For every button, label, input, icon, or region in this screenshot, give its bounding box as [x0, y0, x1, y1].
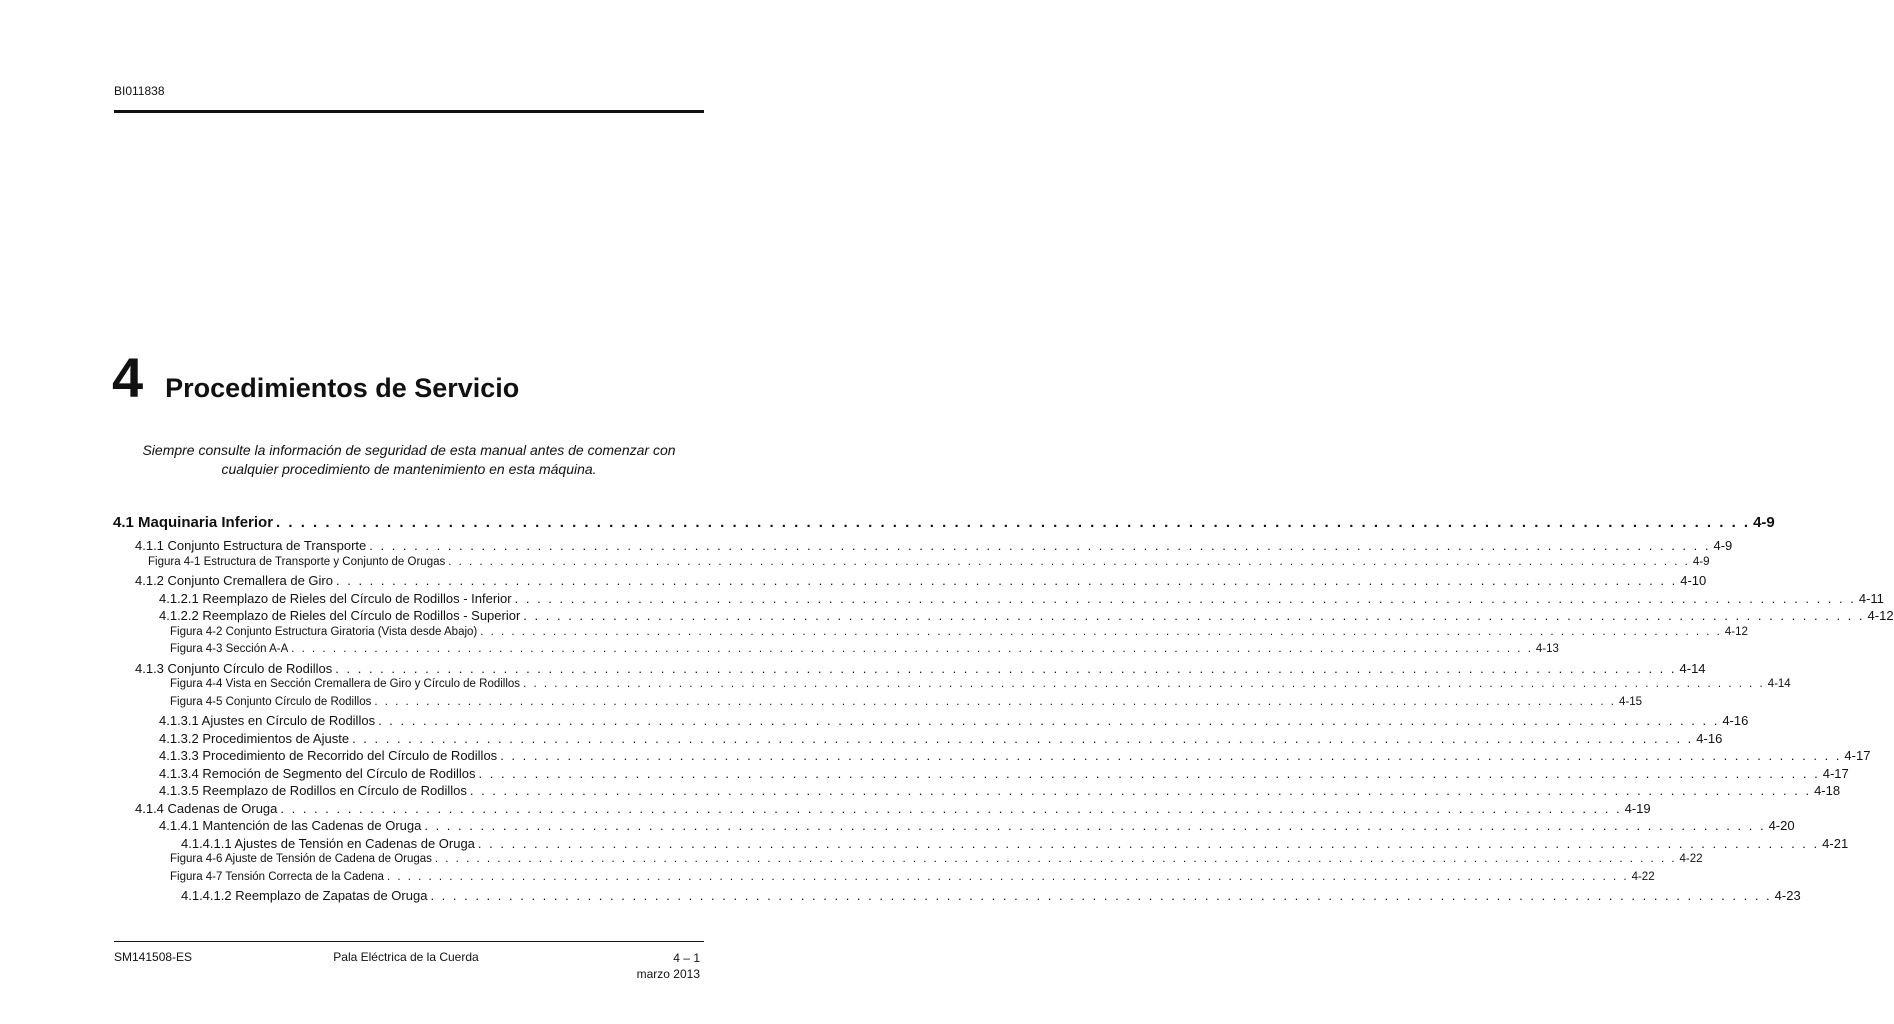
toc-entry[interactable]	[0, 555, 1710, 574]
toc-leader-dots: . . . . . . . . . . . . . . . . . . . . . . . . . . . . . . . . . . . . . . . . . . . . . . . . . . . . . . . . . . . . . . . . . . . . . . . . . . . . . . . . . . . . . . . . . . . . . . . . . . . . . . . . . . . . . . . . . . . . . . . .	[523, 678, 1765, 690]
toc-entry[interactable]	[0, 608, 1894, 626]
header-divider	[114, 110, 704, 113]
toc-entry-title: 4.1.2.2 Reemplazo de Rieles del Círculo de Rodillos - Superior	[159, 608, 521, 623]
toc-entry[interactable]	[0, 853, 1703, 871]
toc-entry[interactable]	[0, 695, 1643, 714]
toc-leader-dots: . . . . . . . . . . . . . . . . . . . . . . . . . . . . . . . . . . . . . . . . . . . . . . . . . . . . . . . . . . . . . . . . . . . . . . . . . . . . . . . . . . . . . . . . . . . . . . . . . . . . . . . . . . . . . . . . . . . . . . . .	[276, 514, 1751, 531]
toc-entry[interactable]	[0, 573, 1707, 591]
toc-leader-dots: . . . . . . . . . . . . . . . . . . . . . . . . . . . . . . . . . . . . . . . . . . . . . . . . . . . . . . . . . . . . . . . . . . . . . . . . . . . . . . . . . . . . . . . . . . . . . . . . . . . . . . . . . . . . . . . . . . . . . . . .	[336, 573, 1678, 588]
toc-entry-page: 4-22	[1679, 853, 1703, 865]
toc-entry-page: 4-19	[1624, 800, 1651, 816]
toc-entry-page: 4-12	[1867, 608, 1894, 623]
toc-entry[interactable]	[0, 514, 1775, 538]
footer-page-info	[637, 950, 700, 982]
document-id: BI011838	[114, 84, 165, 98]
toc-leader-dots: . . . . . . . . . . . . . . . . . . . . . . . . . . . . . . . . . . . . . . . . . . . . . . . . . . . . . . . . . . . . . . . . . . . . . . . . . . . . . . . . . . . . . . . . . . . . . . . . . . . . . . . . . . . . . . . . . . . . . . . .	[369, 538, 1711, 553]
toc-entry-page: 4-15	[1618, 695, 1643, 708]
toc-entry-page: 4-10	[1680, 573, 1707, 588]
footer-divider	[114, 941, 704, 942]
toc-entry-page: 4-17	[1844, 748, 1871, 763]
footer-manual-code: SM141508-ES	[114, 950, 193, 964]
toc-entry[interactable]	[0, 625, 1748, 644]
toc-entry-page: 4-18	[1814, 783, 1841, 798]
toc-entry-page: 4-23	[1774, 888, 1801, 903]
toc-entry-page: 4-17	[1822, 765, 1849, 781]
toc-entry-title: 4.1.4.1.1 Ajustes de Tensión en Cadenas de Oruga	[181, 835, 475, 851]
toc-leader-dots: . . . . . . . . . . . . . . . . . . . . . . . . . . . . . . . . . . . . . . . . . . . . . . . . . . . . . . . . . . . . . . . . . . . . . . . . . . . . . . . . . . . . . . . . . . . . . . . . . . . . . . . . . . . . . . . . . . . . . . . .	[500, 748, 1842, 763]
chapter-heading	[112, 346, 520, 409]
chapter-title: Procedimientos de Servicio	[165, 373, 520, 403]
toc-leader-dots: . . . . . . . . . . . . . . . . . . . . . . . . . . . . . . . . . . . . . . . . . . . . . . . . . . . . . . . . . . . . . . . . . . . . . . . . . . . . . . . . . . . . . . . . . . . . . . . . . . . . . . . . . . . . . . . . . . . . . . . .	[291, 643, 1533, 655]
toc-entry[interactable]	[0, 590, 1884, 609]
toc-leader-dots: . . . . . . . . . . . . . . . . . . . . . . . . . . . . . . . . . . . . . . . . . . . . . . . . . . . . . . . . . . . . . . . . . . . . . . . . . . . . . . . . . . . . . . . . . . . . . . . . . . . . . . . . . . . . . . . . . . . . . . . .	[280, 800, 1622, 816]
toc-entry-title: Figura 4-3 Sección A-A	[170, 643, 289, 655]
toc-entry[interactable]	[0, 713, 1749, 731]
toc-entry-title: 4.1.4.1.2 Reemplazo de Zapatas de Oruga	[181, 888, 428, 903]
toc-entry-title: 4.1.3.3 Procedimiento de Recorrido del Círculo de Rodillos	[159, 748, 498, 763]
toc-leader-dots: . . . . . . . . . . . . . . . . . . . . . . . . . . . . . . . . . . . . . . . . . . . . . . . . . . . . . . . . . . . . . . . . . . . . . . . . . . . . . . . . . . . . . . . . . . . . . . . . . . . . . . . . . . . . . . . . . . . . . . . .	[477, 835, 1820, 851]
toc-entry-title: 4.1 Maquinaria Inferior	[113, 514, 274, 531]
toc-entry-page: 4-11	[1858, 590, 1884, 606]
toc-entry-title: 4.1.3.5 Reemplazo de Rodillos en Círculo de Rodillos	[159, 783, 467, 798]
toc-entry[interactable]	[0, 783, 1841, 801]
toc-leader-dots: . . . . . . . . . . . . . . . . . . . . . . . . . . . . . . . . . . . . . . . . . . . . . . . . . . . . . . . . . . . . . . . . . . . . . . . . . . . . . . . . . . . . . . . . . . . . . . . . . . . . . . . . . . . . . . . . . . . . . . . .	[480, 625, 1722, 638]
toc-leader-dots: . . . . . . . . . . . . . . . . . . . . . . . . . . . . . . . . . . . . . . . . . . . . . . . . . . . . . . . . . . . . . . . . . . . . . . . . . . . . . . . . . . . . . . . . . . . . . . . . . . . . . . . . . . . . . . . . . . . . . . . .	[352, 730, 1694, 746]
toc-entry-title: Figura 4-7 Tensión Correcta de la Cadena	[170, 870, 384, 883]
toc-entry-page: 4-9	[1713, 538, 1733, 553]
toc-entry-page: 4-20	[1768, 818, 1795, 833]
table-of-contents	[0, 514, 1894, 906]
toc-entry[interactable]	[0, 643, 1559, 661]
toc-entry-title: 4.1.3.2 Procedimientos de Ajuste	[159, 730, 350, 746]
toc-leader-dots: . . . . . . . . . . . . . . . . . . . . . . . . . . . . . . . . . . . . . . . . . . . . . . . . . . . . . . . . . . . . . . . . . . . . . . . . . . . . . . . . . . . . . . . . . . . . . . . . . . . . . . . . . . . . . . . . . . . . . . . .	[424, 818, 1766, 833]
toc-entry[interactable]	[0, 818, 1795, 836]
toc-entry-title: 4.1.3.1 Ajustes en Círculo de Rodillos	[159, 713, 376, 728]
toc-entry-title: 4.1.2 Conjunto Cremallera de Giro	[135, 573, 333, 588]
toc-entry-title: 4.1.3.4 Remoción de Segmento del Círculo de Rodillos	[159, 765, 476, 781]
toc-entry-title: Figura 4-4 Vista en Sección Cremallera de Giro y Círculo de Rodillos	[170, 678, 521, 690]
toc-entry-title: Figura 4-5 Conjunto Círculo de Rodillos	[170, 695, 372, 708]
toc-entry-page: 4-14	[1767, 678, 1791, 690]
footer-title: Pala Eléctrica de la Cuerda	[333, 950, 479, 964]
toc-entry-title: 4.1.4.1 Mantención de las Cadenas de Oruga	[159, 818, 422, 833]
toc-entry[interactable]	[0, 888, 1801, 906]
toc-entry-page: 4-12	[1724, 625, 1748, 638]
toc-entry-title: 4.1.1 Conjunto Estructura de Transporte	[135, 538, 367, 553]
toc-leader-dots: . . . . . . . . . . . . . . . . . . . . . . . . . . . . . . . . . . . . . . . . . . . . . . . . . . . . . . . . . . . . . . . . . . . . . . . . . . . . . . . . . . . . . . . . . . . . . . . . . . . . . . . . . . . . . . . . . . . . . . . .	[378, 713, 1720, 728]
toc-leader-dots: . . . . . . . . . . . . . . . . . . . . . . . . . . . . . . . . . . . . . . . . . . . . . . . . . . . . . . . . . . . . . . . . . . . . . . . . . . . . . . . . . . . . . . . . . . . . . . . . . . . . . . . . . . . . . . . . . . . . . . . .	[430, 888, 1772, 903]
toc-leader-dots: . . . . . . . . . . . . . . . . . . . . . . . . . . . . . . . . . . . . . . . . . . . . . . . . . . . . . . . . . . . . . . . . . . . . . . . . . . . . . . . . . . . . . . . . . . . . . . . . . . . . . . . . . . . . . . . . . . . . . . . .	[434, 853, 1677, 865]
toc-entry[interactable]	[0, 730, 1723, 749]
toc-leader-dots: . . . . . . . . . . . . . . . . . . . . . . . . . . . . . . . . . . . . . . . . . . . . . . . . . . . . . . . . . . . . . . . . . . . . . . . . . . . . . . . . . . . . . . . . . . . . . . . . . . . . . . . . . . . . . . . . . . . . . . . .	[448, 555, 1690, 568]
toc-entry[interactable]	[0, 660, 1706, 679]
toc-entry-page: 4-16	[1696, 730, 1723, 746]
chapter-intro: Siempre consulte la información de seguridad de esta manual antes de comenzar con cualquier procedimiento de mantenimiento en esta máquina.	[142, 442, 676, 477]
toc-entry-title: Figura 4-6 Ajuste de Tensión de Cadena de Orugas	[170, 853, 432, 865]
toc-entry-title: 4.1.3 Conjunto Círculo de Rodillos	[135, 660, 333, 676]
toc-entry[interactable]	[0, 870, 1655, 889]
toc-leader-dots: . . . . . . . . . . . . . . . . . . . . . . . . . . . . . . . . . . . . . . . . . . . . . . . . . . . . . . . . . . . . . . . . . . . . . . . . . . . . . . . . . . . . . . . . . . . . . . . . . . . . . . . . . . . . . . . . . . . . . . . .	[386, 870, 1629, 883]
toc-entry-page: 4-16	[1722, 713, 1749, 728]
toc-entry[interactable]	[0, 765, 1849, 784]
toc-leader-dots: . . . . . . . . . . . . . . . . . . . . . . . . . . . . . . . . . . . . . . . . . . . . . . . . . . . . . . . . . . . . . . . . . . . . . . . . . . . . . . . . . . . . . . . . . . . . . . . . . . . . . . . . . . . . . . . . . . . . . . . .	[374, 695, 1616, 708]
toc-entry-page: 4-13	[1535, 643, 1559, 655]
toc-entry[interactable]	[0, 748, 1871, 766]
toc-leader-dots: . . . . . . . . . . . . . . . . . . . . . . . . . . . . . . . . . . . . . . . . . . . . . . . . . . . . . . . . . . . . . . . . . . . . . . . . . . . . . . . . . . . . . . . . . . . . . . . . . . . . . . . . . . . . . . . . . . . . . . . .	[523, 608, 1865, 623]
toc-entry-page: 4-22	[1631, 870, 1655, 883]
toc-leader-dots: . . . . . . . . . . . . . . . . . . . . . . . . . . . . . . . . . . . . . . . . . . . . . . . . . . . . . . . . . . . . . . . . . . . . . . . . . . . . . . . . . . . . . . . . . . . . . . . . . . . . . . . . . . . . . . . . . . . . . . . .	[335, 660, 1677, 676]
toc-entry-page: 4-9	[1692, 555, 1710, 568]
footer-date: marzo 2013	[636, 967, 700, 981]
footer-page-number: 4 – 1	[673, 951, 700, 965]
toc-entry-title: Figura 4-2 Conjunto Estructura Giratoria (Vista desde Abajo)	[170, 625, 478, 638]
toc-entry-page: 4-9	[1753, 514, 1775, 531]
toc-leader-dots: . . . . . . . . . . . . . . . . . . . . . . . . . . . . . . . . . . . . . . . . . . . . . . . . . . . . . . . . . . . . . . . . . . . . . . . . . . . . . . . . . . . . . . . . . . . . . . . . . . . . . . . . . . . . . . . . . . . . . . . .	[478, 765, 1820, 781]
toc-entry[interactable]	[0, 538, 1733, 556]
toc-leader-dots: . . . . . . . . . . . . . . . . . . . . . . . . . . . . . . . . . . . . . . . . . . . . . . . . . . . . . . . . . . . . . . . . . . . . . . . . . . . . . . . . . . . . . . . . . . . . . . . . . . . . . . . . . . . . . . . . . . . . . . . .	[469, 783, 1812, 798]
toc-entry-title: 4.1.4 Cadenas de Oruga	[135, 800, 278, 816]
toc-leader-dots: . . . . . . . . . . . . . . . . . . . . . . . . . . . . . . . . . . . . . . . . . . . . . . . . . . . . . . . . . . . . . . . . . . . . . . . . . . . . . . . . . . . . . . . . . . . . . . . . . . . . . . . . . . . . . . . . . . . . . . . .	[514, 590, 1856, 606]
chapter-number: 4	[112, 346, 144, 409]
toc-entry-page: 4-21	[1822, 835, 1849, 851]
toc-entry-title: Figura 4-1 Estructura de Transporte y Conjunto de Orugas	[148, 555, 446, 568]
toc-entry-title: 4.1.2.1 Reemplazo de Rieles del Círculo de Rodillos - Inferior	[159, 590, 512, 606]
toc-entry[interactable]	[0, 800, 1651, 819]
toc-entry[interactable]	[0, 678, 1791, 696]
toc-entry[interactable]	[0, 835, 1849, 854]
toc-entry-page: 4-14	[1679, 660, 1706, 676]
